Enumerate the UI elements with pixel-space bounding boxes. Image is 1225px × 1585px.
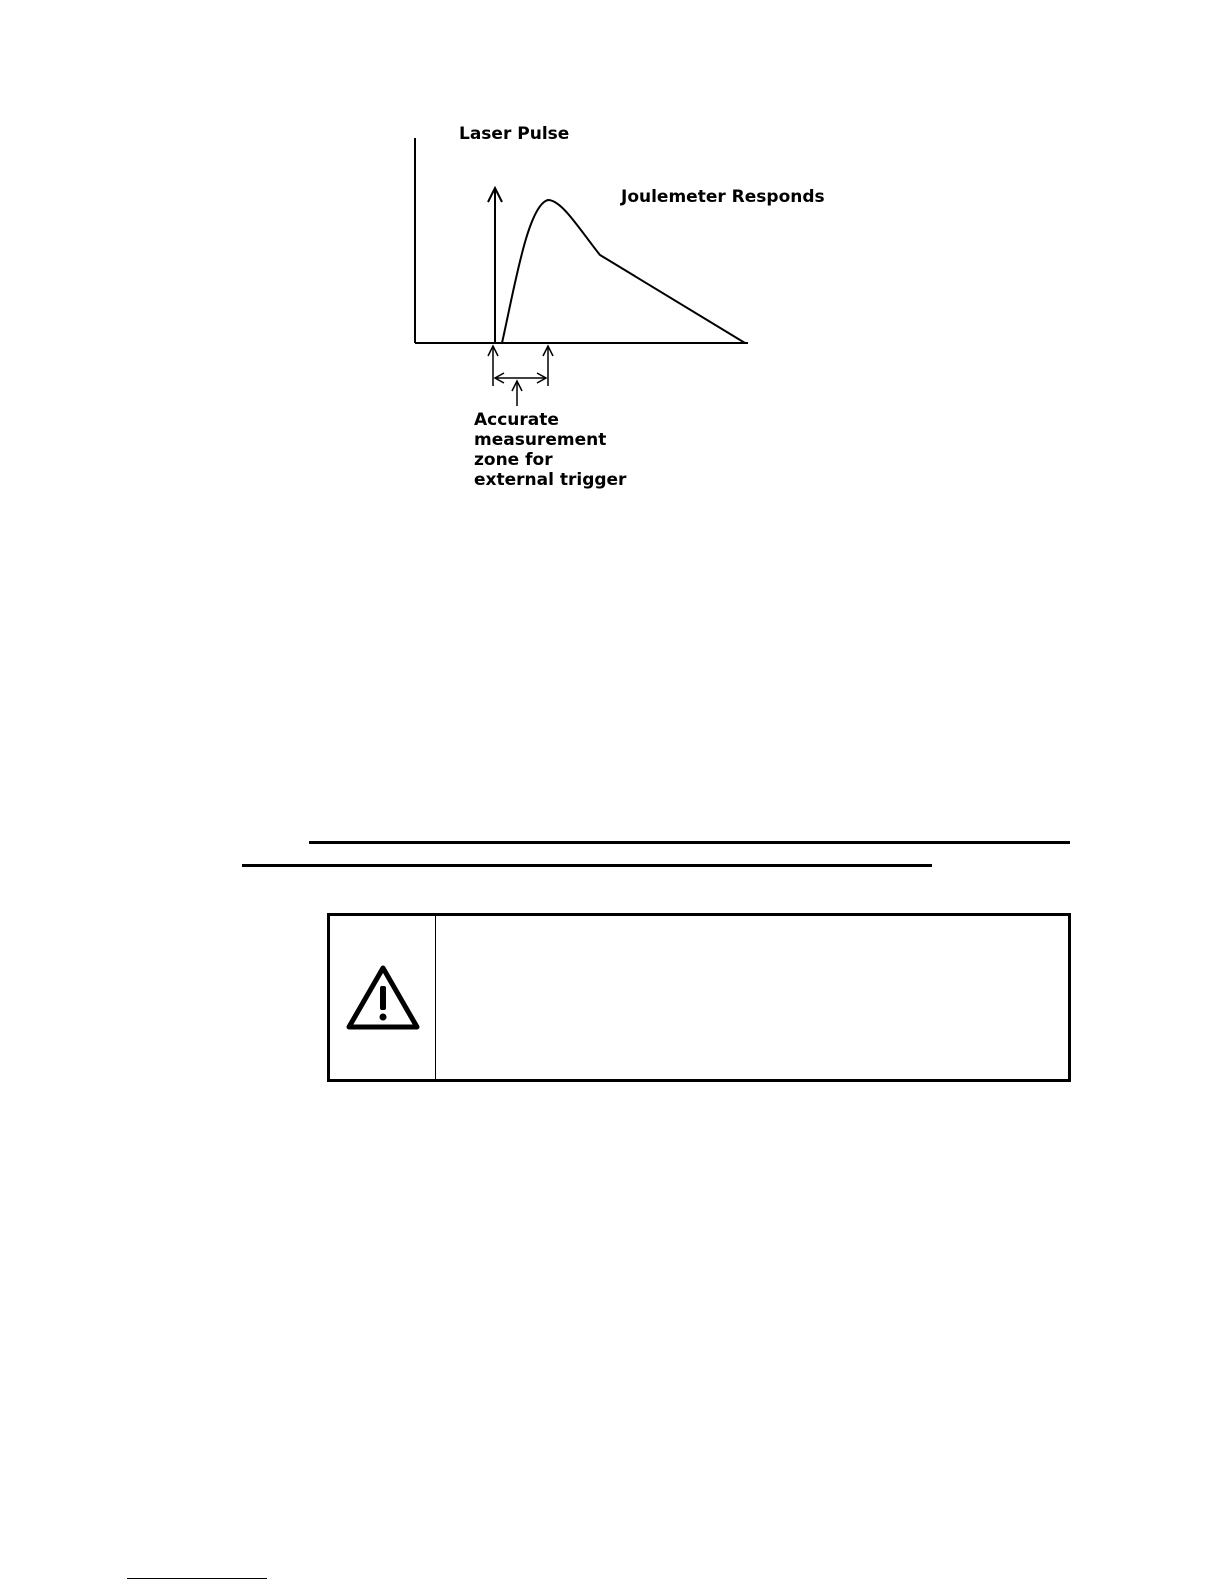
zone-label-line-3: zone for	[474, 450, 553, 470]
zone-label-line-1: Accurate	[474, 410, 559, 430]
heading-underline-2	[242, 864, 932, 867]
measurement-zone-label	[474, 410, 626, 490]
laser-pulse-label: Laser Pulse	[459, 124, 570, 144]
joulemeter-responds-label: Joulemeter Responds	[621, 187, 825, 207]
heading-underline-1	[309, 841, 1070, 844]
zone-label-line-4: external trigger	[474, 470, 627, 490]
zone-label-line-2: measurement	[474, 430, 607, 450]
footnote-separator	[127, 1578, 267, 1579]
warning-text-cell	[436, 916, 1068, 1079]
warning-icon-cell	[330, 916, 436, 1079]
warning-box	[327, 913, 1071, 1082]
joulemeter-response-curve	[502, 200, 745, 343]
warning-triangle-icon	[345, 964, 421, 1032]
